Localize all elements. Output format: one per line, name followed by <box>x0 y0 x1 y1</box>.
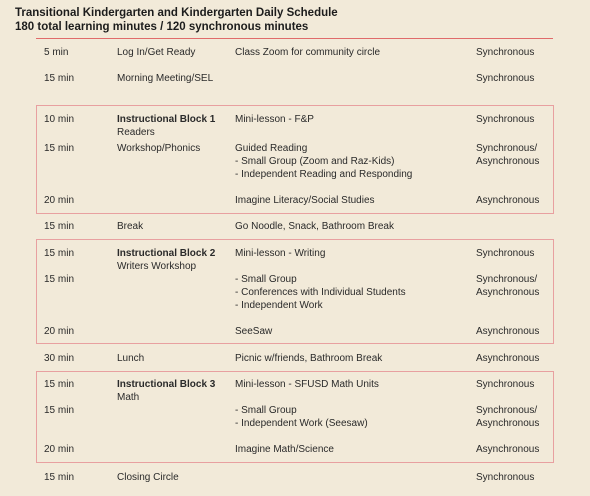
row-time: 15 min <box>44 274 75 285</box>
row-time: 15 min <box>44 405 75 416</box>
details-line: - Conferences with Individual Students <box>235 287 406 298</box>
row-activity: Break <box>117 221 144 232</box>
row-mode <box>476 404 566 430</box>
block-title: Instructional Block 2 <box>117 248 216 259</box>
row-activity <box>117 113 229 139</box>
details-line: - Small Group <box>235 405 297 416</box>
row-mode <box>476 142 566 168</box>
row-details: Imagine Math/Science <box>235 444 334 455</box>
details-line: - Independent Reading and Responding <box>235 169 413 180</box>
row-mode: Synchronous <box>476 47 535 58</box>
row-time: 20 min <box>44 326 75 337</box>
details-line: Guided Reading <box>235 143 308 154</box>
row-mode: Synchronous <box>476 248 535 259</box>
details-line: - Independent Work <box>235 300 323 311</box>
block-subtitle: Writers Workshop <box>117 261 197 272</box>
mode-line: Synchronous/ <box>476 274 538 285</box>
row-details <box>235 142 470 181</box>
block-subtitle: Readers <box>117 127 155 138</box>
row-mode: Asynchronous <box>476 326 540 337</box>
row-time: 15 min <box>44 143 75 154</box>
row-activity: Log In/Get Ready <box>117 47 196 58</box>
row-time: 15 min <box>44 379 75 390</box>
row-details: Imagine Literacy/Social Studies <box>235 195 375 206</box>
row-details: Class Zoom for community circle <box>235 47 381 58</box>
mode-line: Asynchronous <box>476 418 540 429</box>
row-time: 10 min <box>44 114 75 125</box>
row-details: Go Noodle, Snack, Bathroom Break <box>235 221 394 232</box>
row-time: 15 min <box>44 472 75 483</box>
mode-line: Synchronous/ <box>476 143 538 154</box>
row-details <box>235 273 470 312</box>
row-activity <box>117 378 229 404</box>
mode-line: Asynchronous <box>476 156 540 167</box>
row-mode: Asynchronous <box>476 195 540 206</box>
details-line: - Small Group (Zoom and Raz-Kids) <box>235 156 395 167</box>
row-details: Mini-lesson - SFUSD Math Units <box>235 379 379 390</box>
row-details <box>235 404 470 430</box>
row-activity: Morning Meeting/SEL <box>117 73 214 84</box>
row-time: 30 min <box>44 353 75 364</box>
details-line: - Small Group <box>235 274 297 285</box>
row-mode: Synchronous <box>476 73 535 84</box>
row-time: 15 min <box>44 221 75 232</box>
details-line: - Independent Work (Seesaw) <box>235 418 368 429</box>
row-activity <box>117 247 229 273</box>
schedule-title: Transitional Kindergarten and Kindergarten Daily Schedule <box>15 7 338 19</box>
row-activity: Lunch <box>117 353 145 364</box>
schedule-subtitle: 180 total learning minutes / 120 synchronous minutes <box>15 21 309 33</box>
row-mode: Asynchronous <box>476 444 540 455</box>
row-time: 15 min <box>44 248 75 259</box>
block-subtitle: Math <box>117 392 140 403</box>
row-mode: Synchronous <box>476 114 535 125</box>
row-details: Mini-lesson - Writing <box>235 248 326 259</box>
row-time: 5 min <box>44 47 69 58</box>
row-mode: Synchronous <box>476 472 535 483</box>
row-activity: Closing Circle <box>117 472 179 483</box>
block-title: Instructional Block 1 <box>117 114 216 125</box>
row-details: Mini-lesson - F&P <box>235 114 314 125</box>
row-activity: Workshop/Phonics <box>117 143 201 154</box>
row-mode <box>476 273 566 299</box>
mode-line: Asynchronous <box>476 287 540 298</box>
row-time: 15 min <box>44 73 75 84</box>
row-details: SeeSaw <box>235 326 273 337</box>
mode-line: Synchronous/ <box>476 405 538 416</box>
row-details: Picnic w/friends, Bathroom Break <box>235 353 383 364</box>
row-time: 20 min <box>44 195 75 206</box>
row-time: 20 min <box>44 444 75 455</box>
row-mode: Synchronous <box>476 379 535 390</box>
row-mode: Asynchronous <box>476 353 540 364</box>
header-divider <box>36 38 553 39</box>
block-title: Instructional Block 3 <box>117 379 216 390</box>
schedule-header <box>15 6 338 34</box>
